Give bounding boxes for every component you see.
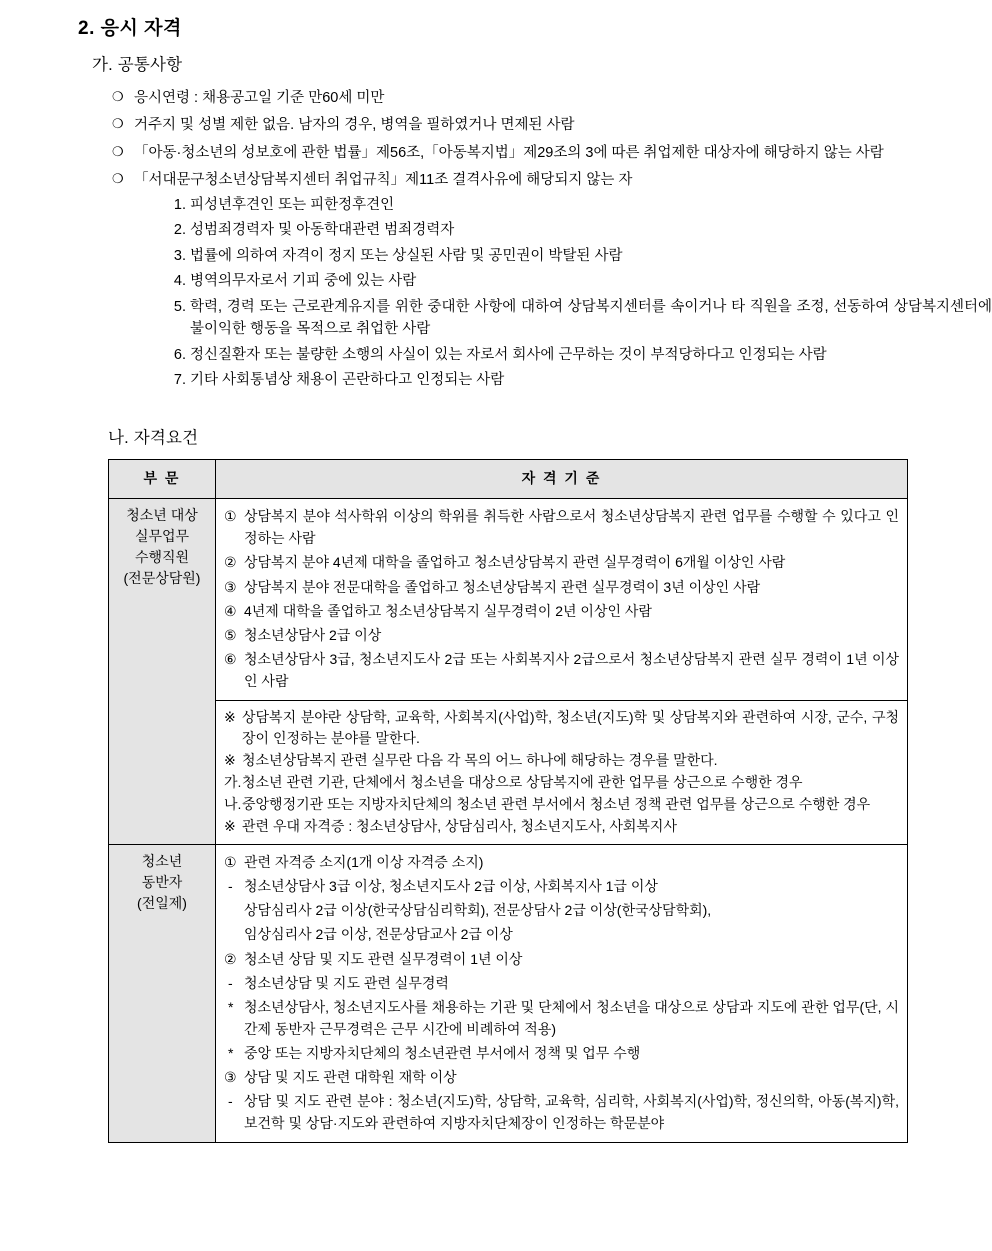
criteria-text: 임상심리사 2급 이상, 전문상담교사 2급 이상 (244, 926, 513, 943)
asterisk-marker-icon: * (228, 1044, 234, 1061)
list-item (164, 194, 992, 216)
list-item (164, 219, 992, 241)
column-header-criteria: 자 격 기 준 (216, 460, 908, 499)
criteria-text: 상담복지 분야 4년제 대학을 졸업하고 청소년상담복지 관련 실무경력이 6개월 이상인 사람 (244, 554, 786, 571)
row-label-line: (전문상담원) (123, 570, 201, 587)
list-item-text: 성범죄경력자 및 아동학대관련 범죄경력자 (190, 222, 455, 239)
criteria-text: 상담복지 분야 전문대학을 졸업하고 청소년상담복지 관련 실무경력이 3년 이상인 사람 (244, 578, 761, 595)
list-item-text: 응시연령 : 채용공고일 기준 만60세 미만 (134, 90, 385, 106)
list-item-number: 2. (173, 222, 186, 239)
criteria-item (224, 875, 899, 897)
bullet-icon: ❍ (112, 116, 124, 132)
note-marker-icon: 나. (224, 796, 242, 813)
criteria-text: 청소년상담사 3급, 청소년지도사 2급 또는 사회복지사 2급으로서 청소년상담복지 관련 실무 경력이 1년 이상인 사람 (244, 650, 899, 689)
note-item (224, 750, 899, 771)
note-item (224, 794, 899, 815)
note-item (224, 772, 899, 793)
list-item-number: 3. (173, 247, 186, 264)
qualification-table (108, 459, 908, 1143)
criteria-text: 청소년상담 및 지도 관련 실무경력 (244, 974, 449, 991)
note-text: 청소년 관련 기관, 단체에서 청소년을 대상으로 상담복지에 관한 업무를 상근으로 수행한 경우 (242, 774, 803, 791)
circle-number-icon: ④ (224, 602, 237, 619)
dash-marker-icon: - (228, 974, 233, 991)
circle-number-icon: ② (224, 950, 237, 967)
circle-number-icon: ① (224, 854, 237, 871)
criteria-text: 청소년 상담 및 지도 관련 실무경력이 1년 이상 (244, 950, 523, 967)
table-body (109, 499, 908, 1143)
list-item (164, 245, 992, 267)
criteria-item (224, 948, 899, 970)
disqualification-list (134, 194, 992, 392)
column-header-part: 부 문 (109, 460, 216, 499)
circle-number-icon: ⑥ (224, 650, 237, 667)
criteria-item (224, 648, 899, 692)
list-item (112, 87, 992, 109)
note-text: 관련 우대 자격증 : 청소년상담사, 상담심리사, 청소년지도사, 사회복지사 (242, 818, 677, 835)
criteria-text: 중앙 또는 지방자치단체의 청소년관련 부서에서 정책 및 업무 수행 (244, 1044, 641, 1061)
list-item-text: 기타 사회통념상 채용이 곤란하다고 인정되는 사람 (190, 372, 505, 389)
list-item (112, 114, 992, 136)
criteria-text: 청소년상담사 2급 이상 (244, 626, 382, 643)
circle-number-icon: ② (224, 554, 237, 571)
list-item-text: 피성년후견인 또는 피한정후견인 (190, 196, 395, 213)
criteria-notes-cell (216, 701, 908, 845)
criteria-item (224, 505, 899, 549)
criteria-text: 4년제 대학을 졸업하고 청소년상담복지 실무경력이 2년 이상인 사람 (244, 602, 652, 619)
list-item-text: 거주지 및 성별 제한 없음. 남자의 경우, 병역을 필하였거나 면제된 사람 (134, 117, 575, 134)
row-label-line: 실무업무 (134, 528, 190, 545)
asterisk-marker-icon: * (228, 998, 234, 1015)
list-item (164, 344, 992, 366)
circle-number-icon: ③ (224, 578, 237, 595)
dash-marker-icon: - (228, 1093, 233, 1110)
table-row (109, 701, 908, 845)
criteria-text: 상담복지 분야 석사학위 이상의 학위를 취득한 사람으로서 청소년상담복지 관련 업무를 수행할 수 있다고 인정하는 사람 (244, 508, 899, 547)
note-marker-icon: ※ (224, 752, 236, 769)
note-marker-icon: 가. (224, 774, 242, 791)
list-item-number: 4. (173, 273, 186, 290)
row-label-line: 청소년 (141, 853, 183, 870)
criteria-item (224, 600, 899, 622)
row-label-line: 청소년 대상 (126, 507, 198, 524)
criteria-item (224, 1042, 899, 1064)
criteria-cell-companion (216, 845, 908, 1143)
criteria-cell-counselor (216, 499, 908, 701)
list-item-number: 6. (173, 346, 186, 363)
list-item-text: 「아동·청소년의 성보호에 관한 법률」제56조,「아동복지법」제29조의 3에 따른 취업제한 대상자에 해당하지 않는 사람 (134, 144, 884, 161)
circle-number-icon: ① (224, 508, 237, 525)
common-requirements-list (0, 87, 992, 392)
subsection-heading-common: 가. 공통사항 (92, 56, 183, 75)
criteria-item (224, 972, 899, 994)
row-label-companion (109, 845, 216, 1143)
table-row (109, 845, 908, 1143)
page-title: 2. 응시 자격 (78, 18, 182, 39)
note-item (224, 707, 899, 749)
criteria-text: 상담 및 지도 관련 분야 : 청소년(지도)학, 상담학, 교육학, 심리학, 사회복지(사업)학, 정신의학, 아동(복지)학, 보건학 및 상담·지도와 관련하여 지방자치단체장이 인정하는 학문분야 (244, 1093, 899, 1132)
table-header (109, 460, 908, 499)
list-item (164, 270, 992, 292)
list-item (112, 169, 992, 391)
criteria-item (224, 996, 899, 1040)
bullet-icon: ❍ (112, 143, 124, 159)
bullet-icon: ❍ (112, 171, 124, 187)
criteria-item (224, 624, 899, 646)
note-text: 중앙행정기관 또는 지방자치단체의 청소년 관련 부서에서 청소년 정책 관련 업무를 상근으로 수행한 경우 (242, 796, 871, 813)
list-item-text: 학력, 경력 또는 근로관계유지를 위한 중대한 사항에 대하여 상담복지센터를 속이거나 타 직원을 조정, 선동하여 상담복지센터에 불이익한 행동을 목적으로 취업한 사람 (190, 298, 992, 338)
note-marker-icon: ※ (224, 709, 236, 726)
list-item-number: 7. (173, 372, 186, 389)
note-item (224, 816, 899, 837)
note-text: 청소년상담복지 관련 실무란 다음 각 목의 어느 하나에 해당하는 경우를 말한다. (242, 752, 718, 769)
list-item (112, 142, 992, 164)
subsection-heading-qualifications: 나. 자격요건 (108, 428, 199, 447)
criteria-text: 청소년상담사, 청소년지도사를 채용하는 기관 및 단체에서 청소년을 대상으로 상담과 지도에 관한 업무(단, 시간제 동반자 근무경력은 근무 시간에 비례하여 적용) (244, 998, 899, 1037)
circle-number-icon: ③ (224, 1069, 237, 1086)
list-item-number: 1. (173, 196, 186, 213)
list-item (164, 296, 992, 341)
list-item-text: 「서대문구청소년상담복지센터 취업규칙」제11조 결격사유에 해당되지 않는 자 (134, 172, 633, 189)
table-row (109, 499, 908, 701)
criteria-item (224, 851, 899, 873)
note-marker-icon: ※ (224, 818, 236, 835)
bullet-icon: ❍ (112, 89, 124, 104)
criteria-text: 관련 자격증 소지(1개 이상 자격증 소지) (244, 854, 484, 871)
list-item-text: 법률에 의하여 자격이 정지 또는 상실된 사람 및 공민권이 박탈된 사람 (190, 247, 623, 264)
row-label-line: 동반자 (141, 874, 183, 891)
circle-number-icon: ⑤ (224, 626, 237, 643)
list-item (164, 369, 992, 391)
row-label-counselor (109, 499, 216, 845)
criteria-text: 상담 및 지도 관련 대학원 재학 이상 (244, 1069, 457, 1086)
criteria-item (224, 1090, 899, 1134)
criteria-item (224, 1066, 899, 1088)
table-header-row (109, 460, 908, 499)
note-text: 상담복지 분야란 상담학, 교육학, 사회복지(사업)학, 청소년(지도)학 및 상담복지와 관련하여 시장, 군수, 구청장이 인정하는 분야를 말한다. (242, 709, 899, 747)
dash-marker-icon: - (228, 878, 233, 895)
row-label-line: (전일제) (137, 895, 187, 912)
list-item-text: 병역의무자로서 기피 중에 있는 사람 (190, 273, 417, 290)
list-item-text: 정신질환자 또는 불량한 소행의 사실이 있는 자로서 회사에 근무하는 것이 부적당하다고 인정되는 사람 (190, 346, 827, 363)
criteria-item (224, 576, 899, 598)
criteria-text: 청소년상담사 3급 이상, 청소년지도사 2급 이상, 사회복지사 1급 이상 (244, 878, 658, 895)
criteria-item (224, 551, 899, 573)
row-label-line: 수행직원 (134, 549, 190, 566)
criteria-text: 상담심리사 2급 이상(한국상담심리학회), 전문상담사 2급 이상(한국상담학회), (244, 902, 712, 919)
list-item-number: 5. (173, 298, 186, 315)
